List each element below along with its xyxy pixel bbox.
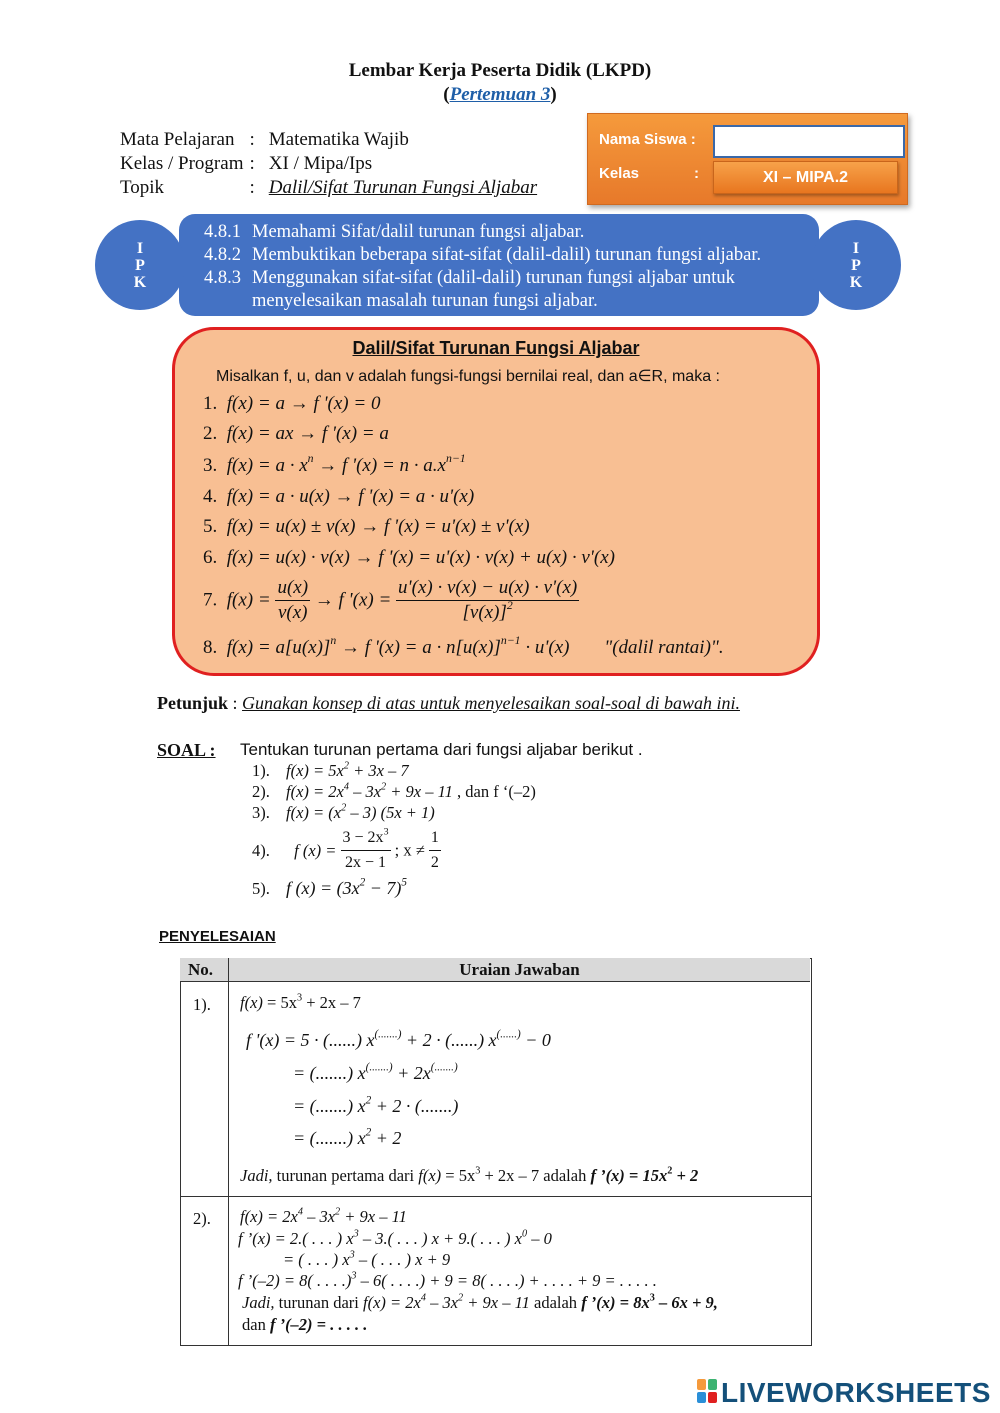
rule-item: 6. f(x) = u(x) · v(x) → f '(x) = u'(x) · v(x) + u(x) · v'(x) bbox=[203, 547, 615, 568]
soal-heading: SOAL : bbox=[157, 740, 216, 760]
answer-step: = ( . . . ) $x^3$ – ( . . . ) x + 9 bbox=[283, 1249, 451, 1269]
name-label: Nama Siswa : bbox=[599, 131, 696, 148]
solution-heading: PENYELESAIAN bbox=[159, 928, 276, 945]
class-sep: : bbox=[694, 165, 699, 182]
ipk-badge-right: I P K bbox=[811, 220, 901, 310]
meeting-subtitle: (Pertemuan 3) bbox=[443, 84, 557, 105]
row-divider bbox=[180, 1196, 811, 1197]
question-item: 5). f $(x) = (3x^2 - 7)^5$ bbox=[252, 876, 407, 898]
answer-step: = (.......) $x^2 + 2$ · (.......) bbox=[293, 1094, 459, 1116]
answer-step: = (.......) $x^2 + 2$ bbox=[293, 1126, 402, 1148]
answer-step: f '(x) = 5 · (......) x(.......) + 2 · (......) x(......) − 0 bbox=[246, 1028, 551, 1050]
rule-item: 2. f(x) = ax → f '(x) = a bbox=[203, 423, 389, 444]
fraction: $\frac{1}{2}$ bbox=[429, 826, 441, 875]
subject-info bbox=[120, 128, 537, 200]
info-row-topic: Topik : Dalil/Sifat Turunan Fungsi Aljabar bbox=[120, 177, 538, 198]
row-number: 1). bbox=[193, 995, 211, 1014]
fraction: $\frac{u'(x) \cdot v(x) - u(x) \cdot v'(x)}{[v(x)]^2}$ bbox=[398, 577, 578, 623]
answer-given: $f(x) = 5x^3 + 2x - 7$ bbox=[240, 992, 361, 1012]
page-title: Lembar Kerja Peserta Didik (LKPD) bbox=[348, 60, 652, 81]
rule-item: 1. f(x) = a → f '(x) = 0 bbox=[203, 393, 381, 414]
class-select[interactable]: XI – MIPA.2 bbox=[713, 161, 898, 194]
instruction: Petunjuk : Gunakan konsep di atas untuk menyelesaikan soal-soal di bawah ini. bbox=[157, 693, 740, 713]
rule-item: 7. f(x) = $\frac{u(x)}{v(x)}$ → f '(x) = $\frac{u'(x) \cdot v(x) - u(x) \cdot v'(x)}{[v(x)]^2}$ bbox=[203, 577, 578, 623]
soal-intro: Tentukan turunan pertama dari fungsi aljabar berikut . bbox=[240, 740, 643, 759]
rule-item: 8. $f(x) = a[u(x)]^n \to f$ '$(x) = a \cdot n[u(x)]^{n-1} \cdot u'(x)$ "(dalil rantai)". bbox=[203, 634, 724, 658]
rule-item: 4. f(x) = a · u(x) → f '(x) = a · u'(x) bbox=[203, 486, 475, 507]
row-number: 2). bbox=[193, 1209, 211, 1228]
rules-title: Dalil/Sifat Turunan Fungsi Aljabar bbox=[352, 338, 640, 358]
class-label: Kelas bbox=[599, 165, 640, 182]
meeting-link[interactable]: Pertemuan 3 bbox=[449, 84, 551, 105]
rule-item: 3. $f(x) = a \cdot x^n \to f$ '$(x) = n \cdot a.x^{n-1}$ bbox=[203, 452, 466, 476]
answer-value-line: dan f ’(–2) = . . . . . bbox=[242, 1315, 368, 1334]
fraction: $\frac{3 - 2x^3}{2x - 1}$ bbox=[342, 826, 389, 871]
ipk-badge-left: I P K bbox=[95, 220, 185, 310]
answer-conclusion: Jadi, turunan pertama dari $f(x) = 5x^3 + 2x - 7$ adalah f ’(x) = $15x^2 + 2$ bbox=[240, 1165, 699, 1185]
question-item: 3). $f(x) = (x^2 - 3) (5x + 1)$ bbox=[252, 802, 435, 822]
rules-intro: Misalkan f, u, dan v adalah fungsi-fungsi bernilai real, dan a∈R, maka : bbox=[216, 368, 720, 385]
answer-step: f ’(x) = 2.( . . . ) $x^3 - 3$.( . . . ) x + 9.( . . . ) $x^0 - 0$ bbox=[238, 1228, 552, 1248]
ipk-item: 4.8.3 Menggunakan sifat-sifat (dalil-dalil) turunan fungsi aljabar untuk menyelesaikan masalah turunan fungsi aljabar. bbox=[204, 268, 735, 311]
student-name-input[interactable] bbox=[713, 125, 905, 158]
question-item: 4). f (x) = $\frac{3 - 2x^3}{2x - 1}$ ; x ≠ $\frac{1}{2}$ bbox=[252, 826, 441, 875]
liveworksheets-logo[interactable]: LIVEWORKSHEETS bbox=[697, 1377, 991, 1409]
ipk-item: 4.8.1 Memahami Sifat/dalil turunan fungsi aljabar. bbox=[204, 222, 585, 242]
fraction: $\frac{u(x)}{v(x)}$ bbox=[277, 577, 309, 623]
ipk-list bbox=[204, 221, 814, 313]
col-answer-header: Uraian Jawaban bbox=[459, 960, 580, 979]
info-row-subject: Mata Pelajaran : Matematika Wajib bbox=[120, 129, 409, 150]
answer-step: = (.......) x(.......) + 2x(.......) bbox=[293, 1061, 458, 1083]
answer-step: $f(x) = 2x^4 - 3x^2 + 9x - 11$ bbox=[240, 1206, 407, 1226]
answer-step: f ’(–2) = 8( . . . .)$^3$ – 6( . . . .) + 9 = 8( . . . .) + . . . . + 9 = . . . . . bbox=[238, 1270, 657, 1290]
question-item: 1). $f(x) = 5x^2 + 3x - 7$ bbox=[252, 760, 409, 780]
col-no-header: No. bbox=[188, 960, 214, 979]
question-item: 2). $f(x) = 2x^4 - 3x^2 + 9x - 11$ , dan f ‘(–2) bbox=[252, 781, 536, 801]
answer-conclusion: Jadi, turunan dari $f(x) = 2x^4 - 3x^2 + 9x - 11$ adalah f ’(x) = $8x^3 - 6x + 9$, bbox=[242, 1292, 718, 1312]
ipk-item: 4.8.2 Membuktikan beberapa sifat-sifat (dalil-dalil) turunan fungsi aljabar. bbox=[204, 245, 762, 265]
info-row-class: Kelas / Program : XI / Mipa/Ips bbox=[120, 153, 373, 174]
column-divider bbox=[228, 958, 229, 1345]
rule-item: 5. f(x) = u(x) ± v(x) → f '(x) = u'(x) ± v'(x) bbox=[203, 516, 530, 537]
liveworksheets-logo-icon bbox=[697, 1379, 719, 1405]
